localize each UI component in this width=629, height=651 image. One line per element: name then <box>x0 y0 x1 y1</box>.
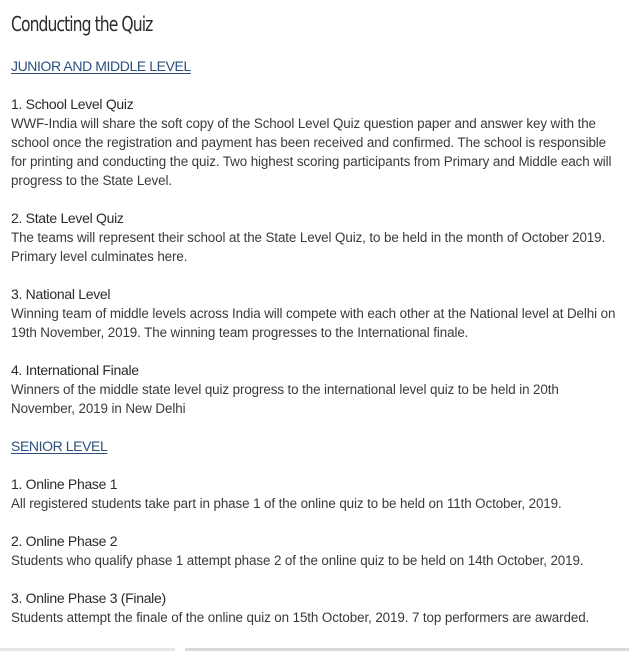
junior-section-school-level <box>11 95 623 190</box>
senior-section-online-phase-3 <box>11 589 623 627</box>
junior-section-state-level <box>11 209 623 266</box>
section-title: 2. Online Phase 2 <box>11 533 118 549</box>
section-body: Winners of the middle state level quiz progress to the international level quiz to be held in 20th November, 2019 in New Delhi <box>11 382 559 416</box>
senior-section-online-phase-1 <box>11 475 623 513</box>
section-title: 3. National Level <box>11 286 111 302</box>
section-title: 2. State Level Quiz <box>11 210 124 226</box>
section-body: Students who qualify phase 1 attempt phase 2 of the online quiz to be held on 14th October, 2019. <box>11 553 584 568</box>
section-title: 3. Online Phase 3 (Finale) <box>11 590 166 606</box>
section-body: Students attempt the finale of the online quiz on 15th October, 2019. 7 top performers are awarded. <box>11 610 590 625</box>
senior-level-link[interactable]: SENIOR LEVEL <box>11 438 108 454</box>
section-title: 1. Online Phase 1 <box>11 476 118 492</box>
section-body: All registered students take part in phase 1 of the online quiz to be held on 11th October, 2019. <box>11 496 562 511</box>
section-body: WWF-India will share the soft copy of the School Level Quiz question paper and answer key with the school once the registration and payment has been received and confirmed. The school is responsible for printing and conducting the quiz. Two highest scoring participants from Primary and Middle each will progress to the State Level. <box>11 116 612 188</box>
junior-section-national-level <box>11 285 623 342</box>
junior-section-international-finale <box>11 361 623 418</box>
senior-section-online-phase-2 <box>11 532 623 570</box>
section-title: 1. School Level Quiz <box>11 96 134 112</box>
section-title: 4. International Finale <box>11 362 139 378</box>
page-title: Conducting the Quiz <box>11 12 153 36</box>
junior-middle-level-link[interactable]: JUNIOR AND MIDDLE LEVEL <box>11 58 191 74</box>
section-body: Winning team of middle levels across India will compete with each other at the National level at Delhi on 19th November, 2019. The winning team progresses to the International finale. <box>11 306 616 340</box>
section-body: The teams will represent their school at the State Level Quiz, to be held in the month of October 2019. Primary level culminates here. <box>11 230 606 264</box>
